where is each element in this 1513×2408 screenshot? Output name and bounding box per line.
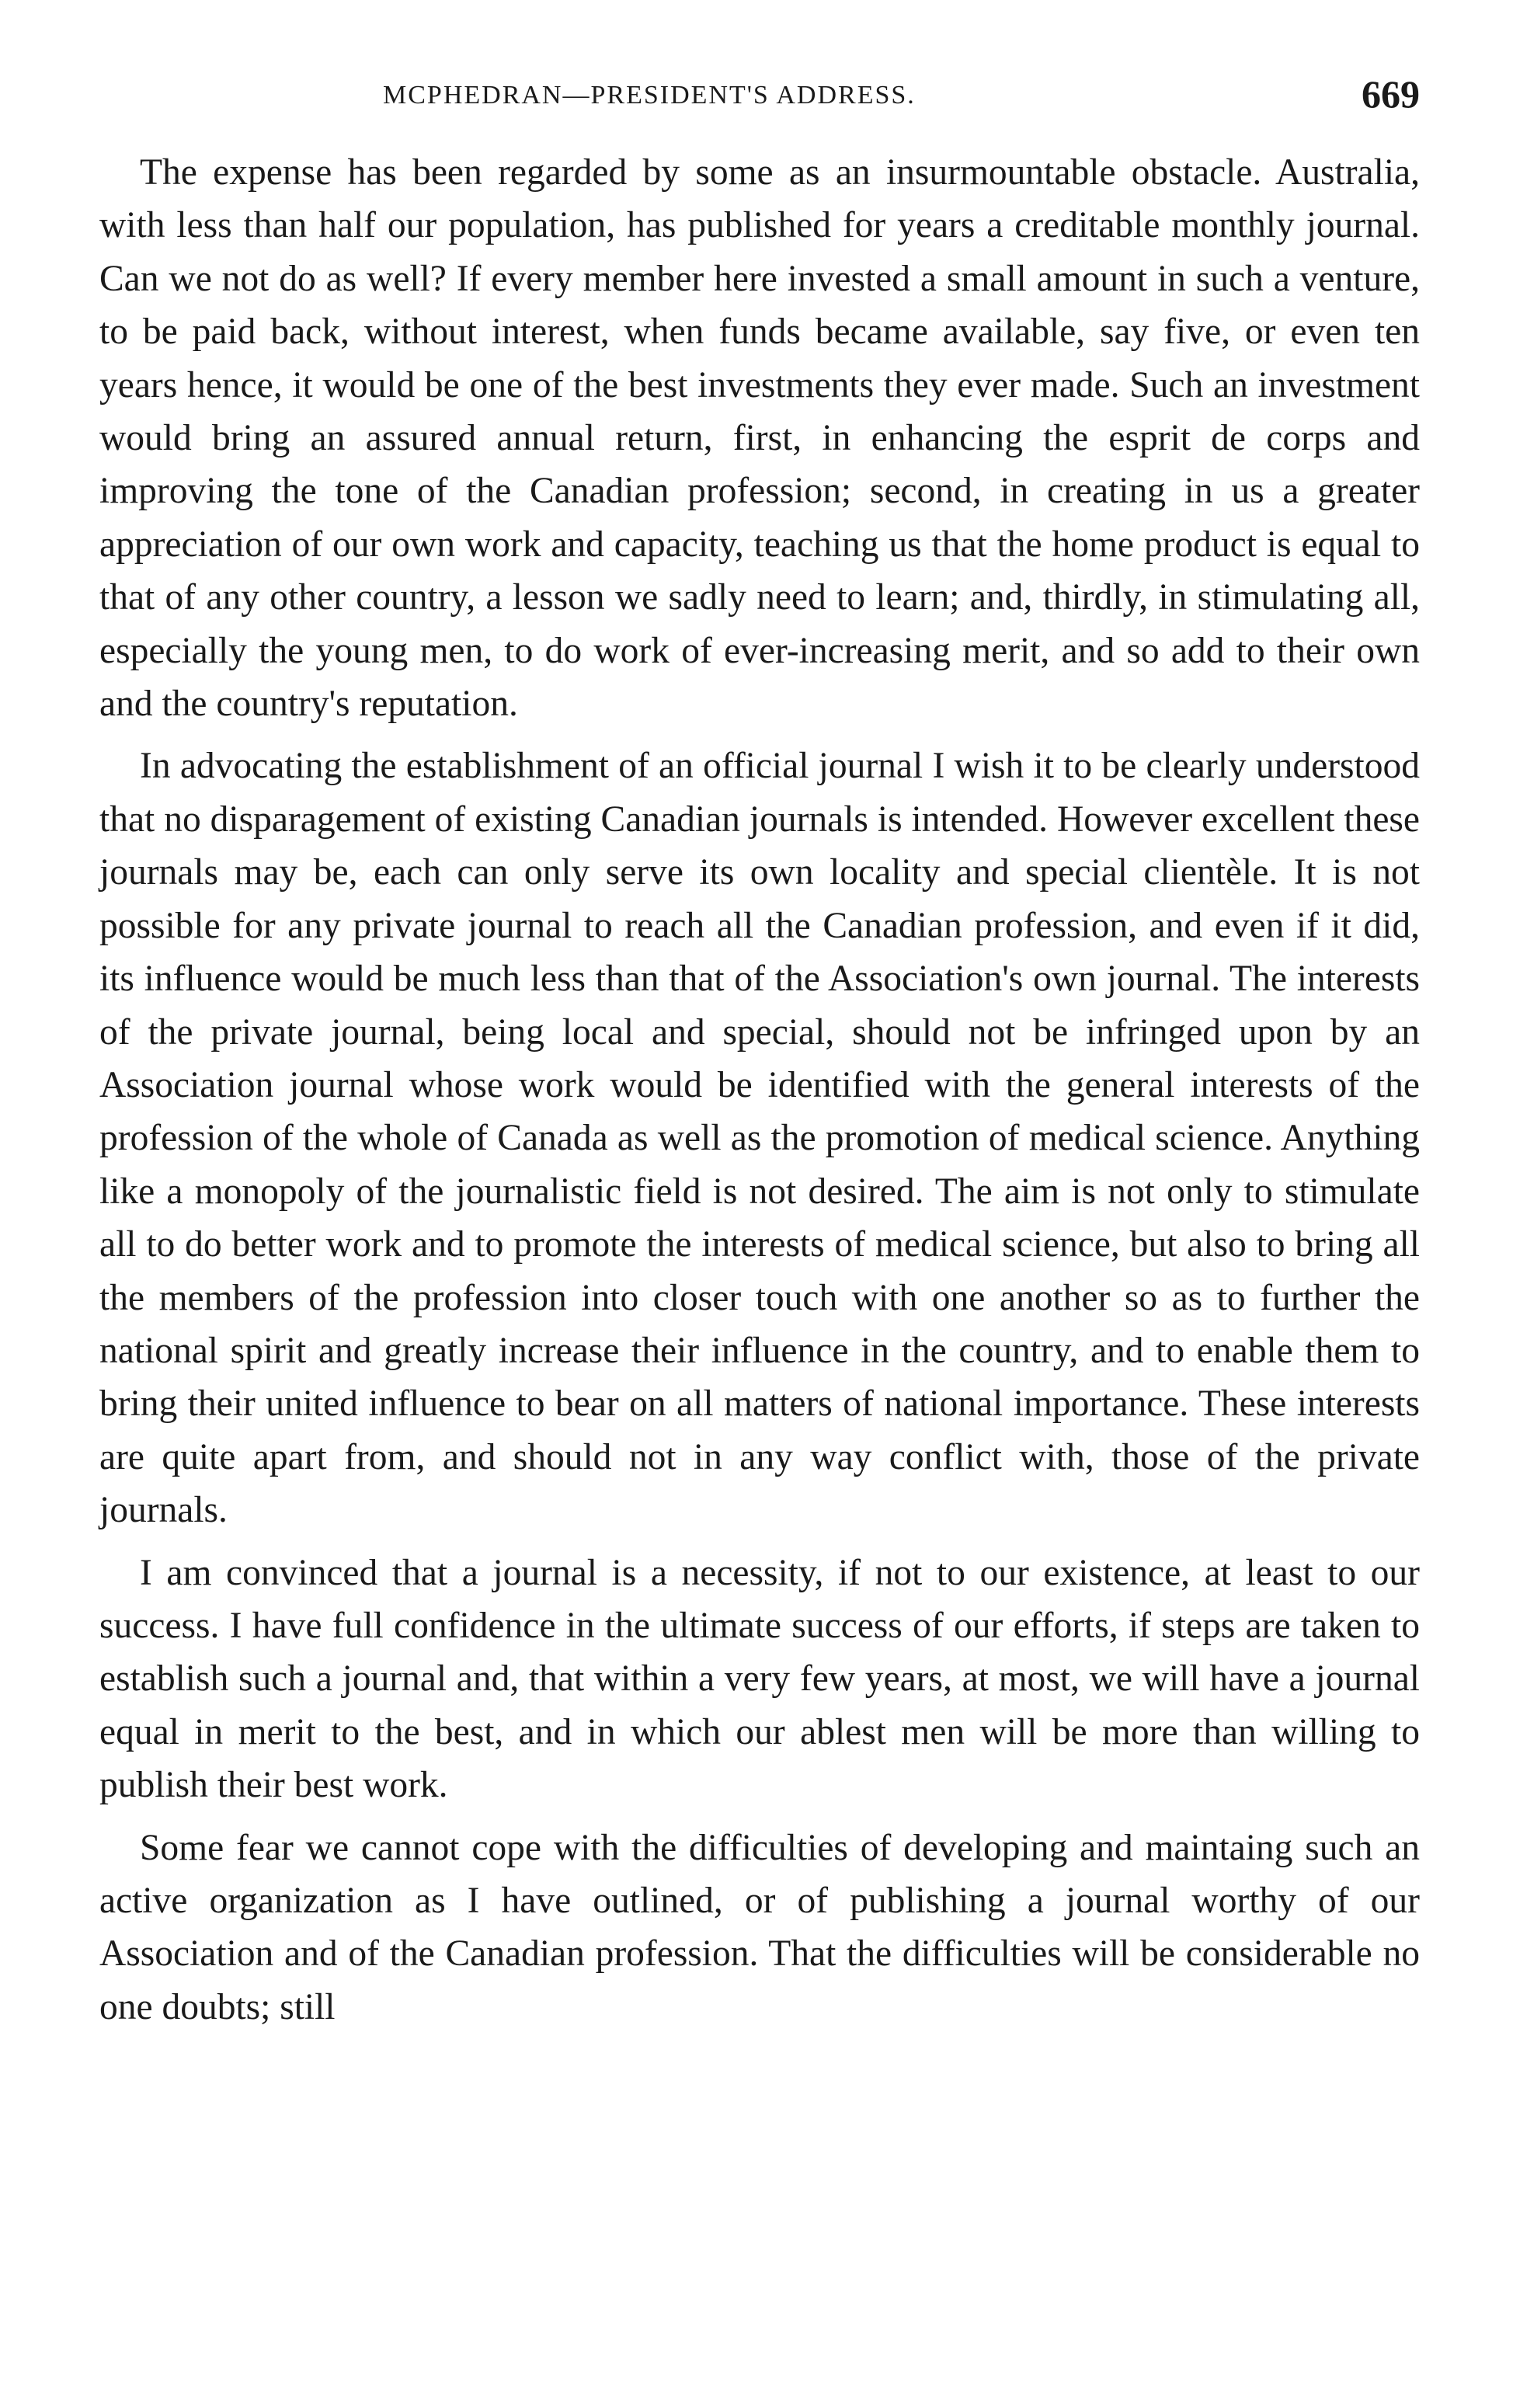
document-page (99, 71, 1420, 2043)
body-text (99, 146, 1420, 2034)
paragraph: The expense has been regarded by some as an insurmountable obstacle. Australia, with less than half our population, has published for years a creditable monthly journal. Can we not do as well? If every member here invested a small amount in such a venture, to be paid back, without interest, when funds became available, say five, or even ten years hence, it would be one of the best investments they ever made. Such an investment would bring an assured annual return, first, in enhancing the esprit de corps and improving the tone of the Canadian profession; second, in creating in us a greater appreciation of our own work and capacity, teaching us that the home product is equal to that of any other country, a lesson we sadly need to learn; and, thirdly, in stimulating all, especially the young men, to do work of ever-increasing merit, and so add to their own and the country's reputation. (99, 152, 1420, 725)
running-title: MCPHEDRAN—PRESIDENT'S ADDRESS. (383, 81, 916, 110)
paragraph: Some fear we cannot cope with the difficulties of developing and maintaing such an active organization as I have outlined, or of publishing a journal worthy of our Association and of the Canadian profession. That the difficulties will be considerable no one doubts; still (99, 1827, 1420, 2027)
paragraph: I am convinced that a journal is a necessity, if not to our existence, at least to our success. I have full confidence in the ultimate success of our efforts, if steps are taken to establish such a journal and, that within a very few years, at most, we will have a journal equal in merit to the best, and in which our ablest men will be more than willing to publish their best work. (99, 1552, 1420, 1806)
paragraph: In advocating the establishment of an official journal I wish it to be clearly understood that no disparagement of existing Canadian journals is intended. However excellent these journals may be, each can only serve its own locality and special clientèle. It is not possible for any private journal to reach all the Canadian profession, and even if it did, its influence would be much less than that of the Association's own journal. The interests of the private journal, being local and special, should not be infringed upon by an Association journal whose work would be identified with the general interests of the profession of the whole of Canada as well as the promotion of medical science. Anything like a monopoly of the journalistic field is not desired. The aim is not only to stimulate all to do better work and to promote the interests of medical science, but also to bring all the members of the profession into closer touch with one another so as to further the national spirit and greatly increase their influence in the country, and to enable them to bring their united influence to bear on all matters of national importance. These interests are quite apart from, and should not in any way conflict with, those of the private journals. (99, 746, 1420, 1531)
page-number: 669 (1362, 72, 1420, 116)
running-header (99, 71, 1420, 118)
